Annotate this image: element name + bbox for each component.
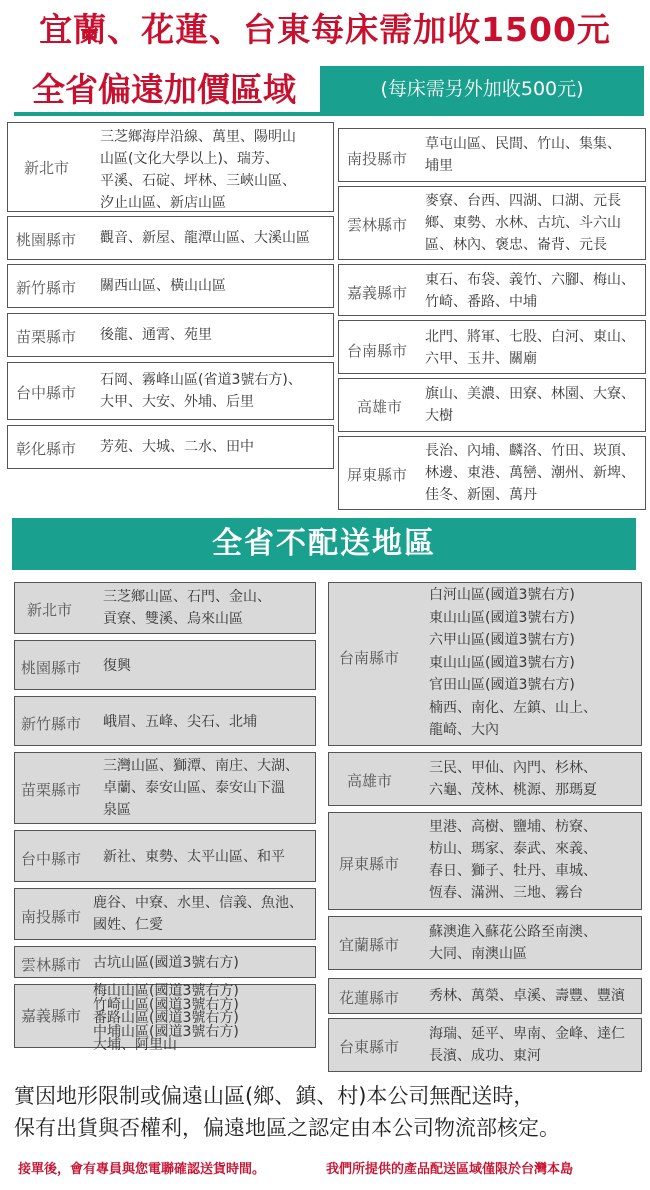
district-list: 蘇澳進入蘇花公路至南澳、 大同、南澳山區 (429, 924, 597, 962)
county-label: 花蓮縣市 (339, 989, 400, 1007)
district-list: 古坑山區(國道3號右方) (93, 955, 239, 971)
footer-contact-note: 接單後，會有專員與您電聯確認送貨時間。 (18, 1162, 266, 1177)
remote-row-miaoli (7, 313, 334, 357)
county-label: 新北市 (27, 601, 73, 619)
county-label: 屏東縣市 (339, 855, 400, 873)
nodeliver-row-pingtung (328, 812, 642, 910)
county-label: 嘉義縣市 (347, 284, 408, 302)
nodeliver-row-kaohsiung (328, 752, 642, 806)
county-label: 雲林縣市 (347, 216, 408, 234)
nodeliver-row-taichung (14, 830, 316, 882)
district-list: 白河山區(國道3號右方) 東山山區(國道3號右方) 六甲山區(國道3號右方) 東山山區(國道3號右方) 官田山區(國道3號右方) 楠西、南化、左鎮、山上、 龍崎、大內 (429, 587, 597, 738)
remote-row-hsinchu (7, 264, 334, 308)
county-label: 高雄市 (347, 772, 393, 790)
district-list: 東石、布袋、義竹、六腳、梅山、 竹崎、番路、中埔 (425, 272, 635, 310)
footer-region-note: 我們所提供的產品配送區域僅限於台灣本島 (326, 1162, 574, 1177)
district-list: 梅山山區(國道3號右方) 竹崎山區(國道3號右方) 番路山區(國道3號右方) 中埔山區(國道3號右方) 大埔、阿里山 (93, 983, 239, 1053)
county-label: 苗栗縣市 (21, 781, 82, 799)
nodeliver-row-taitung (328, 1018, 642, 1072)
heading-underline (14, 112, 644, 116)
county-label: 台南縣市 (347, 342, 408, 360)
nodeliver-row-miaoli (14, 752, 316, 824)
district-list: 草屯山區、民間、竹山、集集、 埔里 (425, 136, 621, 174)
delivery-policy-note: 實因地形限制或偏遠山區(鄉、鎮、村)本公司無配送時， 保有出貨與否權利，偏遠地區之認定由本公司物流部核定。 (14, 1084, 560, 1140)
district-list: 海瑞、延平、卑南、金峰、達仁 長濱、成功、東河 (429, 1026, 625, 1064)
page-title: 宜蘭、花蓮、台東每床需加收1500元 (39, 10, 611, 49)
district-list: 三芝鄉山區、石門、金山、 貢寮、雙溪、烏來山區 (103, 589, 271, 627)
nodeliver-row-hsinchu (14, 696, 316, 746)
remote-row-new-taipei (7, 122, 334, 212)
remote-row-tainan (338, 320, 646, 374)
nodeliver-row-taoyuan (14, 640, 316, 690)
remote-row-changhua (7, 425, 334, 469)
county-label: 高雄市 (357, 398, 403, 416)
district-list: 北門、將軍、七股、白河、東山、 六甲、玉井、關廟 (425, 329, 635, 367)
district-list: 麥寮、台西、四湖、口湖、元長 鄉、東勢、水林、古坑、斗六山 區、林內、褒忠、崙背、元長 (425, 193, 621, 253)
county-label: 桃園縣市 (21, 659, 82, 677)
remote-row-taoyuan (7, 216, 334, 260)
remote-row-nantou (338, 128, 646, 182)
county-label: 南投縣市 (21, 908, 82, 926)
county-label: 嘉義縣市 (21, 1007, 82, 1025)
county-label: 苗栗縣市 (16, 328, 77, 346)
district-list: 秀林、萬榮、卓溪、壽豐、豐濱 (429, 988, 625, 1004)
remote-row-taichung (7, 362, 334, 420)
no-delivery-heading: 全省不配送地區 (12, 518, 636, 570)
district-list: 後龍、通霄、苑里 (100, 327, 212, 343)
nodeliver-row-yilan (328, 916, 642, 970)
county-label: 屏東縣市 (347, 466, 408, 484)
district-list: 三芝鄉海岸沿線、萬里、陽明山 山區(文化大學以上)、瑞芳、 平溪、石碇、坪林、三峽山區、 汐止山區、新店山區 (100, 129, 296, 211)
district-list: 石岡、霧峰山區(省道3號右方)、 大甲、大安、外埔、后里 (100, 372, 302, 410)
county-label: 台東縣市 (339, 1038, 400, 1056)
district-list: 復興 (103, 658, 131, 674)
nodeliver-row-hualien (328, 978, 642, 1014)
remote-row-chiayi (338, 264, 646, 316)
remote-area-heading: 全省偏遠加價區域 (32, 70, 296, 109)
county-label: 彰化縣市 (16, 440, 77, 458)
county-label: 宜蘭縣市 (339, 936, 400, 954)
remote-surcharge-banner: (每床需另外加收500元) (320, 66, 644, 112)
district-list: 芳苑、大城、二水、田中 (100, 439, 254, 455)
county-label: 新竹縣市 (16, 279, 77, 297)
district-list: 峨眉、五峰、尖石、北埔 (103, 714, 257, 730)
district-list: 三灣山區、獅潭、南庄、大湖、 卓蘭、泰安山區、泰安山下溫 泉區 (103, 758, 299, 818)
remote-row-yunlin (338, 186, 646, 260)
district-list: 里港、高樹、鹽埔、枋寮、 枋山、瑪家、泰武、來義、 春日、獅子、牡丹、車城、 恆春、滿洲、三地、霧台 (429, 819, 597, 901)
county-label: 台中縣市 (21, 850, 82, 868)
county-label: 桃園縣市 (16, 231, 77, 249)
district-list: 觀音、新屋、龍潭山區、大溪山區 (100, 230, 310, 246)
district-list: 新社、東勢、太平山區、和平 (103, 849, 285, 865)
district-list: 旗山、美濃、田寮、林園、大寮、 大樹 (425, 386, 635, 424)
district-list: 長治、內埔、麟洛、竹田、崁頂、 林邊、東港、萬巒、潮州、新埤、 佳冬、新園、萬丹 (425, 443, 635, 503)
remote-row-pingtung (338, 436, 646, 510)
county-label: 台南縣市 (339, 649, 400, 667)
remote-row-kaohsiung (338, 378, 646, 432)
nodeliver-row-yunlin (14, 946, 316, 978)
county-label: 新北市 (24, 159, 70, 177)
district-list: 三民、甲仙、內門、杉林、 六龜、茂林、桃源、那瑪夏 (429, 760, 597, 798)
nodeliver-row-nantou (14, 888, 316, 940)
district-list: 關西山區、橫山山區 (100, 278, 226, 294)
nodeliver-row-chiayi (14, 983, 316, 1053)
nodeliver-row-new-taipei (14, 582, 316, 634)
county-label: 雲林縣市 (21, 956, 82, 974)
county-label: 新竹縣市 (21, 715, 82, 733)
county-label: 台中縣市 (16, 384, 77, 402)
county-label: 南投縣市 (347, 150, 408, 168)
district-list: 鹿谷、中寮、水里、信義、魚池、 國姓、仁愛 (93, 895, 303, 933)
nodeliver-row-tainan (328, 582, 642, 746)
